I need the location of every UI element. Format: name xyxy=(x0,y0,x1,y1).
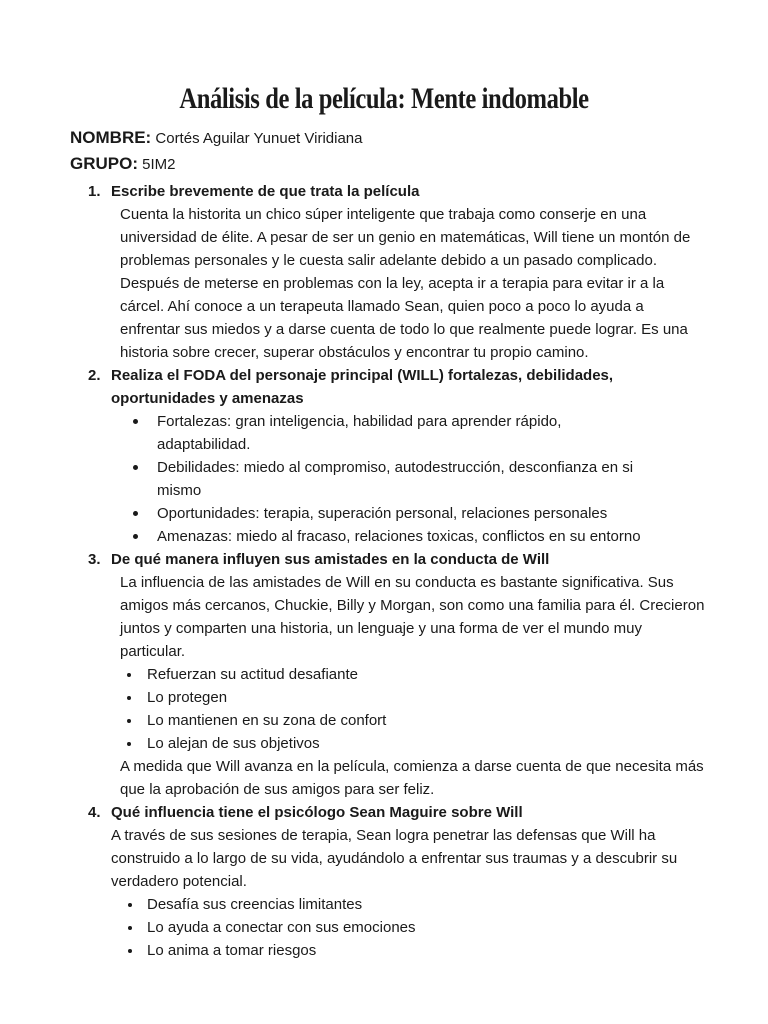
list-item: Refuerzan su actitud desafiante xyxy=(0,663,647,686)
influence-list xyxy=(0,663,768,755)
bullet-icon xyxy=(128,926,132,930)
closing-paragraph: A medida que Will avanza en la película, comienza a darse cuenta de que necesita más que la aprobación de sus amigos para ser feliz. xyxy=(120,758,704,798)
answer-paragraph: A través de sus sesiones de terapia, Sean logra penetrar las defensas que Will ha construido a lo largo de su vida, ayudándolo a enfrentar sus traumas y a descubrir su verdadero potencial. xyxy=(111,827,678,890)
bullet-icon xyxy=(127,696,131,700)
grupo-value: 5IM2 xyxy=(142,156,176,173)
list-item: Lo mantienen en su zona de confort xyxy=(0,709,647,732)
nombre-value: Cortés Aguilar Yunuet Viridiana xyxy=(155,130,363,147)
answer-paragraph: La influencia de las amistades de Will en su conducta es bastante significativa. Sus amigos más cercanos, Chuckie, Billy y Morgan, son como una familia para él. Crecieron juntos y comparten una historia, un lenguaje y una forma de ver el mundo muy particular. xyxy=(120,574,705,660)
question-text: Realiza el FODA del personaje principal (WILL) fortalezas, debilidades, oportunidades y amenazas xyxy=(111,367,614,407)
sean-influence-list xyxy=(0,893,768,962)
question-number: 3. xyxy=(88,551,101,568)
section-2 xyxy=(0,364,768,548)
question-text: De qué manera influyen sus amistades en la conducta de Will xyxy=(111,551,550,568)
nombre-label: NOMBRE: xyxy=(70,128,152,147)
list-item: Lo ayuda a conectar con sus emociones xyxy=(0,916,647,939)
foda-list xyxy=(0,410,768,548)
bullet-icon xyxy=(128,903,132,907)
list-item: Lo protegen xyxy=(0,686,647,709)
bullet-icon xyxy=(127,673,131,677)
bullet-icon xyxy=(133,465,138,470)
document-title: Análisis de la película: Mente indomable xyxy=(179,82,589,115)
question-text: Escribe brevemente de que trata la película xyxy=(111,183,420,200)
answer-paragraph: Cuenta la historita un chico súper inteligente que trabaja como conserje en una universidad de élite. A pesar de ser un genio en matemáticas, Will tiene un montón de problemas personales y le cuesta salir adelante debido a un pasado complicado. Después de meterse en problemas con la ley, acepta ir a terapia para evitar ir a la cárcel. Ahí conoce a un terapeuta llamado Sean, quien poco a poco lo ayuda a enfrentar sus miedos y a darse cuenta de todo lo que realmente puede lograr. Es una historia sobre crecer, superar obstáculos y encontrar tu propio camino. xyxy=(120,206,691,361)
list-item: Debilidades: miedo al compromiso, autodestrucción, desconfianza en si mismo xyxy=(0,456,657,502)
bullet-icon xyxy=(127,719,131,723)
question-number: 4. xyxy=(88,804,101,821)
question-heading xyxy=(0,180,651,203)
list-item: Oportunidades: terapia, superación personal, relaciones personales xyxy=(0,502,657,525)
list-item: Amenazas: miedo al fracaso, relaciones toxicas, conflictos en su entorno xyxy=(0,525,657,548)
grupo-label: GRUPO: xyxy=(70,154,138,173)
bullet-icon xyxy=(133,534,138,539)
list-item: Fortalezas: gran inteligencia, habilidad para aprender rápido, adaptabilidad. xyxy=(0,410,657,456)
bullet-icon xyxy=(128,949,132,953)
question-number: 1. xyxy=(88,183,101,200)
question-list xyxy=(0,180,768,962)
question-number: 2. xyxy=(88,367,101,384)
question-heading xyxy=(0,801,651,824)
section-1 xyxy=(0,180,768,364)
bullet-icon xyxy=(133,419,138,424)
question-heading xyxy=(0,364,651,410)
nombre-line xyxy=(70,128,362,148)
list-item: Lo alejan de sus objetivos xyxy=(0,732,647,755)
section-4 xyxy=(0,801,768,962)
bullet-icon xyxy=(133,511,138,516)
section-3 xyxy=(0,548,768,801)
question-text: Qué influencia tiene el psicólogo Sean Maguire sobre Will xyxy=(111,804,523,821)
list-item: Lo anima a tomar riesgos xyxy=(0,939,647,962)
bullet-icon xyxy=(127,742,131,746)
question-heading xyxy=(0,548,651,571)
list-item: Desafía sus creencias limitantes xyxy=(0,893,647,916)
grupo-line xyxy=(70,154,176,174)
